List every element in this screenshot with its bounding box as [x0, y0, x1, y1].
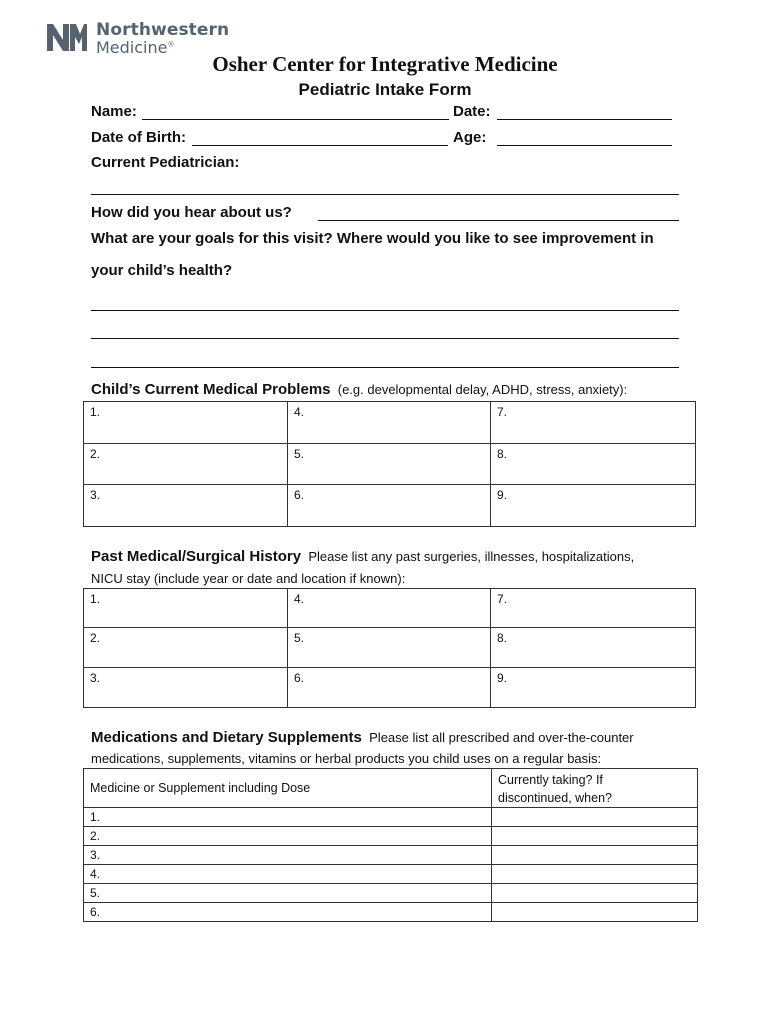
pediatrician-field[interactable]: [91, 194, 679, 195]
medication-row-status[interactable]: [492, 865, 698, 884]
problems-heading: Child’s Current Medical Problems (e.g. developmental delay, ADHD, stress, anxiety):: [91, 381, 628, 398]
nm-logo-icon: [46, 22, 88, 52]
medication-row-label[interactable]: 6.: [84, 903, 492, 922]
age-field[interactable]: [497, 145, 672, 146]
medications-col1-header: Medicine or Supplement including Dose: [84, 769, 492, 808]
page-subtitle: Pediatric Intake Form: [298, 80, 472, 99]
history-cell[interactable]: 7.: [491, 589, 696, 628]
problems-cell[interactable]: 4.: [288, 402, 491, 444]
goals-line-1[interactable]: [91, 310, 679, 311]
medication-row-label[interactable]: 5.: [84, 884, 492, 903]
problems-cell[interactable]: 3.: [84, 485, 288, 527]
medications-col2-header: Currently taking? If discontinued, when?: [492, 769, 698, 808]
history-cell[interactable]: 8.: [491, 628, 696, 668]
medication-row-status[interactable]: [492, 827, 698, 846]
history-cell[interactable]: 3.: [84, 668, 288, 708]
medication-row-label[interactable]: 1.: [84, 808, 492, 827]
problems-cell[interactable]: 5.: [288, 444, 491, 485]
problems-cell[interactable]: 8.: [491, 444, 696, 485]
dob-field[interactable]: [192, 145, 448, 146]
goals-line-2[interactable]: [91, 338, 679, 339]
goals-label-line2: your child’s health?: [91, 262, 233, 279]
history-cell[interactable]: 9.: [491, 668, 696, 708]
history-cell[interactable]: 6.: [288, 668, 491, 708]
history-cell[interactable]: 5.: [288, 628, 491, 668]
goals-line-3[interactable]: [91, 367, 679, 368]
medication-row-status[interactable]: [492, 903, 698, 922]
hear-label: How did you hear about us?: [91, 204, 292, 221]
history-heading: Past Medical/Surgical History Please list any past surgeries, illnesses, hospitalizations,: [91, 548, 635, 565]
date-label: Date:: [453, 103, 491, 120]
name-field[interactable]: [142, 119, 449, 120]
medication-row-label[interactable]: 3.: [84, 846, 492, 865]
medication-row-status[interactable]: [492, 808, 698, 827]
medications-table: [83, 768, 698, 922]
medications-heading: Medications and Dietary Supplements Please list all prescribed and over-the-counter: [91, 729, 634, 746]
goals-label-line1: What are your goals for this visit? Where would you like to see improvement in: [91, 230, 654, 247]
history-table: [83, 588, 696, 708]
problems-cell[interactable]: 6.: [288, 485, 491, 527]
problems-cell[interactable]: 1.: [84, 402, 288, 444]
date-field[interactable]: [497, 119, 672, 120]
age-label: Age:: [453, 129, 487, 146]
name-label: Name:: [91, 103, 137, 120]
history-cell[interactable]: 2.: [84, 628, 288, 668]
hear-field[interactable]: [318, 220, 679, 221]
logo-line-2: Medicine®: [96, 38, 175, 57]
problems-cell[interactable]: 7.: [491, 402, 696, 444]
page-title: Osher Center for Integrative Medicine: [212, 52, 558, 76]
logo-line-1: Northwestern: [96, 20, 230, 40]
history-cell[interactable]: 1.: [84, 589, 288, 628]
history-cell[interactable]: 4.: [288, 589, 491, 628]
dob-label: Date of Birth:: [91, 129, 186, 146]
medication-row-label[interactable]: 4.: [84, 865, 492, 884]
medication-row-label[interactable]: 2.: [84, 827, 492, 846]
pediatrician-label: Current Pediatrician:: [91, 154, 240, 171]
problems-cell[interactable]: 2.: [84, 444, 288, 485]
history-note-line2: NICU stay (include year or date and location if known):: [91, 571, 406, 586]
medication-row-status[interactable]: [492, 884, 698, 903]
problems-cell[interactable]: 9.: [491, 485, 696, 527]
medications-note-line2: medications, supplements, vitamins or herbal products you child uses on a regular basis:: [91, 751, 602, 766]
problems-table: [83, 401, 696, 527]
medication-row-status[interactable]: [492, 846, 698, 865]
